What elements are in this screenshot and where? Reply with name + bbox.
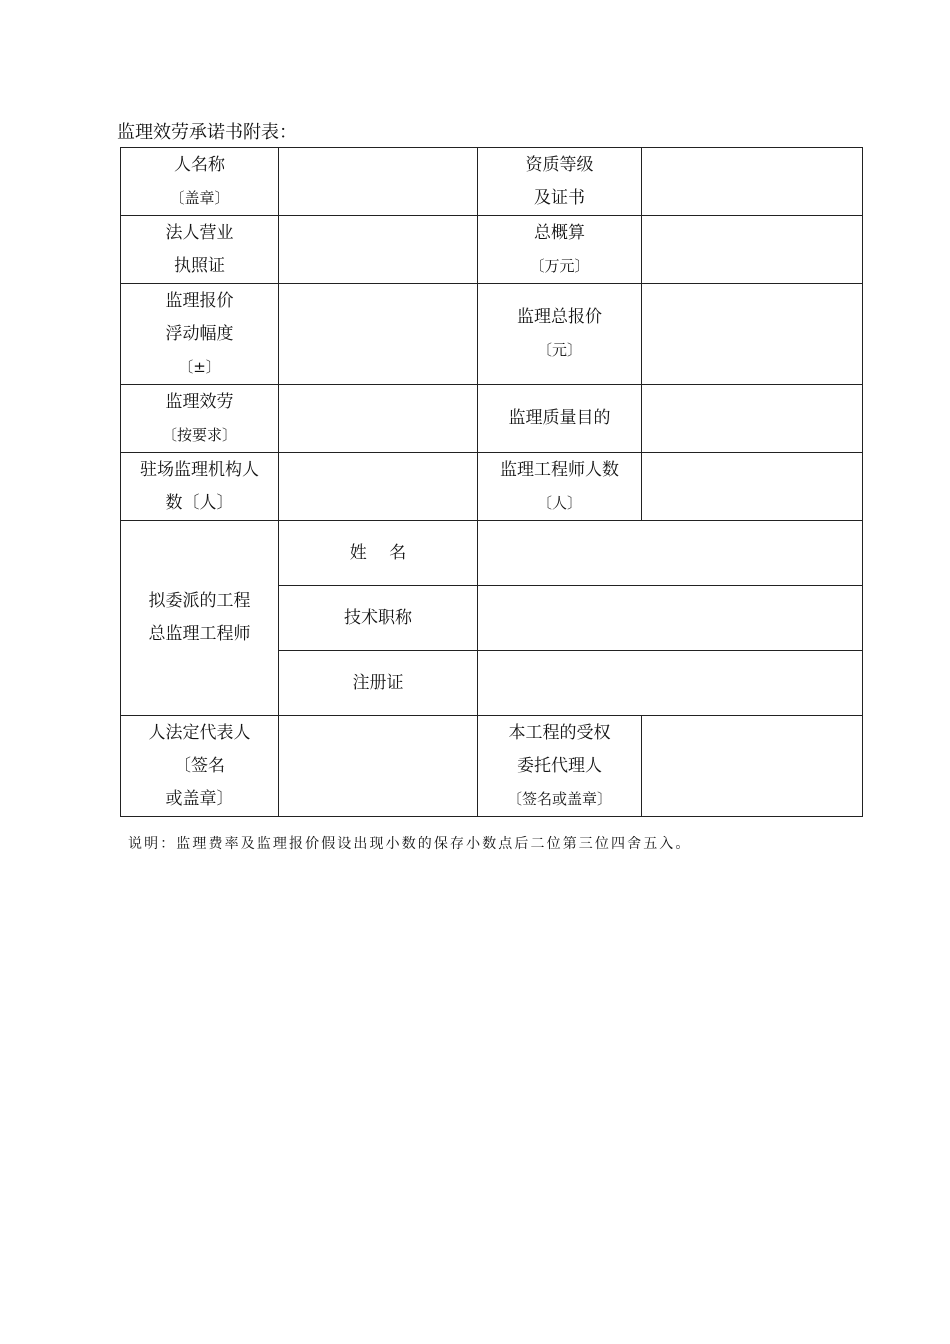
footnote: 说明：监理费率及监理报价假设出现小数的保存小数点后二位第三位四舍五入。 xyxy=(128,836,692,852)
chief-engineer-label: 拟委派的工程 总监理工程师 xyxy=(121,521,279,716)
table-row xyxy=(121,453,863,521)
engineer-title-field[interactable] xyxy=(478,586,863,651)
quality-target-label: 监理质量目的 xyxy=(478,385,642,453)
service-field[interactable] xyxy=(279,385,478,453)
business-license-label: 法人营业 执照证 xyxy=(121,216,279,284)
engineer-cert-label: 注册证 xyxy=(279,651,478,716)
onsite-staff-label: 驻场监理机构人 数〔人〕 xyxy=(121,453,279,521)
table-row xyxy=(121,284,863,385)
table-row xyxy=(121,521,863,586)
service-label: 监理效劳 〔按要求〕 xyxy=(121,385,279,453)
form-heading: 监理效劳承诺书附表： xyxy=(117,122,297,143)
table-row xyxy=(121,148,863,216)
business-license-field[interactable] xyxy=(279,216,478,284)
quality-target-field[interactable] xyxy=(642,385,863,453)
legal-rep-signature-field[interactable] xyxy=(279,716,478,817)
engineer-count-field[interactable] xyxy=(642,453,863,521)
engineer-title-label: 技术职称 xyxy=(279,586,478,651)
total-quote-field[interactable] xyxy=(642,284,863,385)
qualification-label: 资质等级 及证书 xyxy=(478,148,642,216)
authorized-agent-label: 本工程的受权 委托代理人 〔签名或盖章〕 xyxy=(478,716,642,817)
authorized-agent-signature-field[interactable] xyxy=(642,716,863,817)
engineer-name-field[interactable] xyxy=(478,521,863,586)
total-budget-field[interactable] xyxy=(642,216,863,284)
engineer-count-label: 监理工程师人数 〔人〕 xyxy=(478,453,642,521)
table-row xyxy=(121,216,863,284)
total-budget-label: 总概算 〔万元〕 xyxy=(478,216,642,284)
qualification-field[interactable] xyxy=(642,148,863,216)
table-row xyxy=(121,385,863,453)
total-quote-label: 监理总报价 〔元〕 xyxy=(478,284,642,385)
engineer-name-label: 姓 名 xyxy=(279,521,478,586)
price-float-field[interactable] xyxy=(279,284,478,385)
company-name-field[interactable] xyxy=(279,148,478,216)
table-row xyxy=(121,716,863,817)
company-name-label: 人名称 〔盖章〕 xyxy=(121,148,279,216)
commitment-appendix-table xyxy=(120,147,863,817)
onsite-staff-field[interactable] xyxy=(279,453,478,521)
price-float-label: 监理报价 浮动幅度 〔±〕 xyxy=(121,284,279,385)
engineer-cert-field[interactable] xyxy=(478,651,863,716)
legal-rep-label: 人法定代表人 〔签名 或盖章〕 xyxy=(121,716,279,817)
